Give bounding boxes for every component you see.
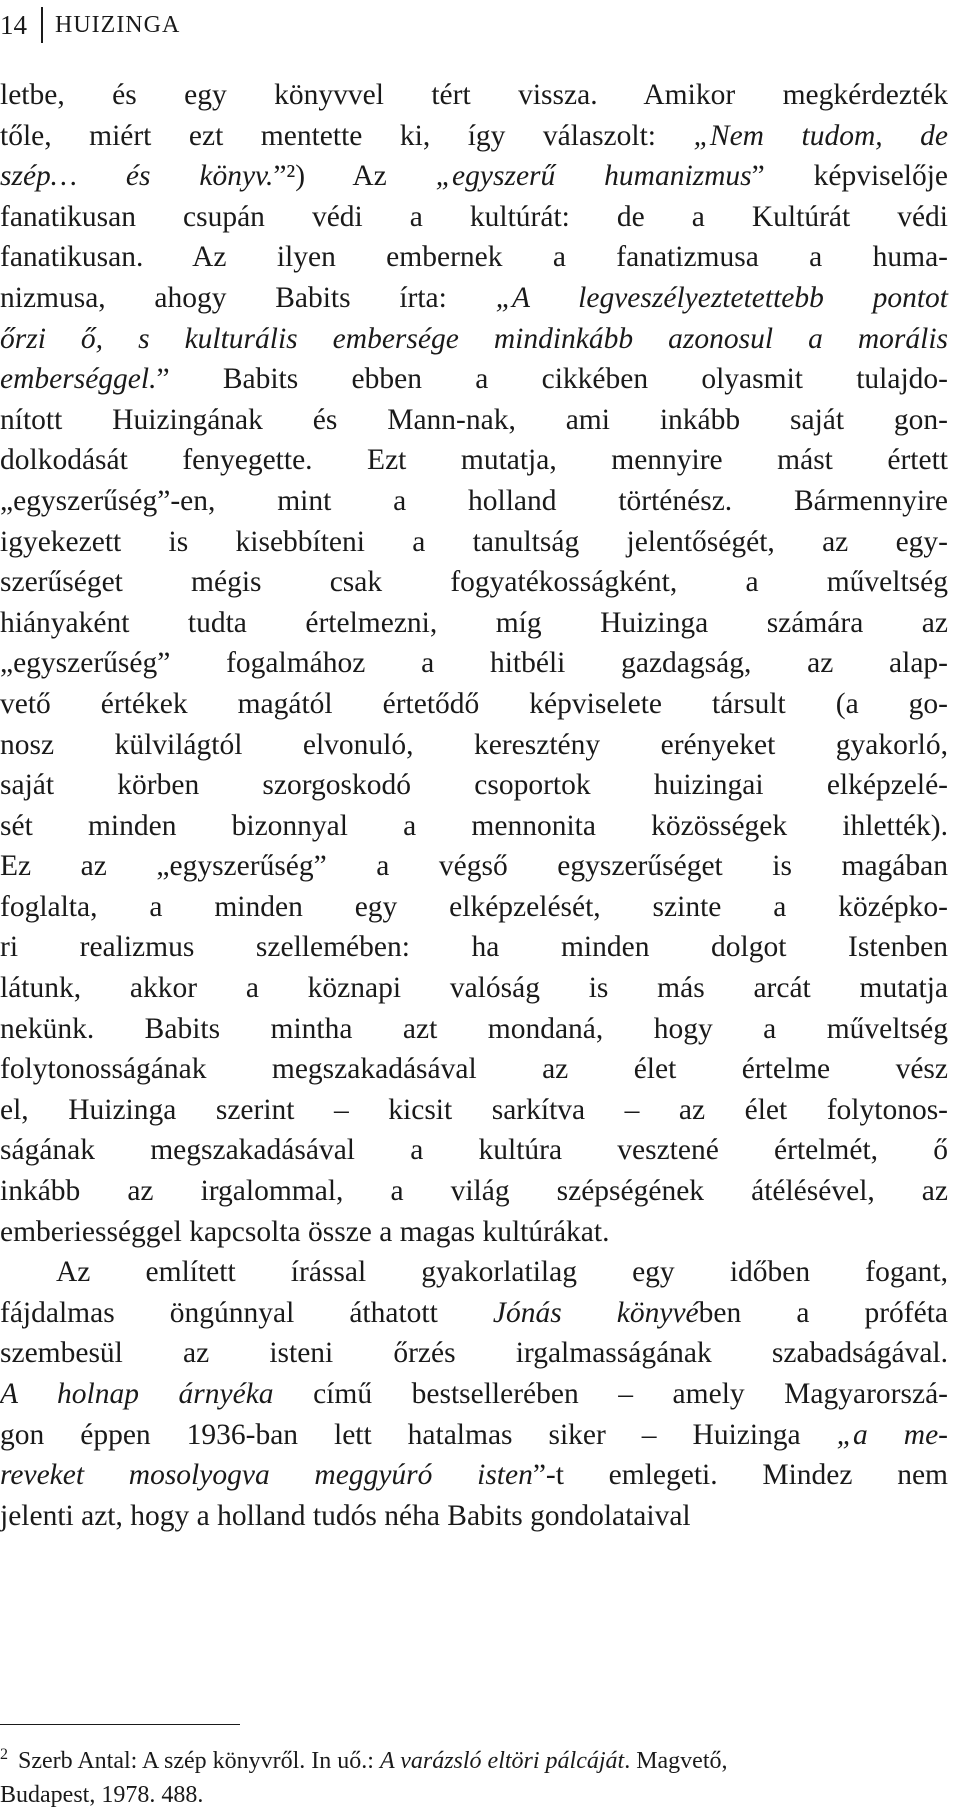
text-line [0,1130,948,1171]
text-line [0,562,948,603]
text-run: fanatikusan. Az ilyen embernek a fanatizmusa a huma- [0,241,948,274]
text-line [0,1009,948,1050]
text-run: „egyszerűség” fogalmához a hitbéli gazdagság, az alap- [0,647,948,680]
text-line [0,1333,948,1374]
text-line [0,1090,948,1131]
text-run: nosz külvilágtól elvonuló, keresztény erényeket gyakorló, [0,728,948,761]
italic-run: reveket mosolyogva meggyúró isten [0,1459,533,1492]
text-line [0,440,948,481]
text-run: fájdalmas öngúnnyal áthatott [0,1296,493,1329]
text-line [0,603,948,644]
text-line [0,1212,948,1253]
running-header [0,0,180,50]
text-run: ”-t emlegeti. Mindez nem [532,1459,948,1492]
text-run: letbe, és egy könyvvel tért vissza. Amikor megkérdezték [0,79,948,111]
text-line [0,75,948,116]
text-line [0,1455,948,1496]
italic-run: „a me- [836,1418,948,1451]
text-line [0,684,948,725]
text-run: saját körben szorgoskodó csoportok huizingai elképzelé- [0,769,948,802]
text-run: szembesül az isteni őrzés irgalmasságának szabadságával. [0,1337,948,1370]
text-run: igyekezett is kisebbíteni a tanultság jelentőségét, az egy- [0,525,948,558]
footnote-line [0,1738,948,1778]
text-line [0,968,948,1009]
text-run: emberiességgel kapcsolta össze a magas kultúrákat. [0,1215,610,1248]
text-line [0,887,948,928]
text-run: gon éppen 1936-ban lett hatalmas siker – Huizinga [0,1418,837,1451]
text-run: nekünk. Babits mintha azt mondaná, hogy a műveltség [0,1012,948,1045]
text-line [0,1171,948,1212]
text-run: nizmusa, ahogy Babits írta: [0,281,496,314]
text-run: folytonosságának megszakadásával az élet értelme vész [0,1053,948,1086]
text-line [0,1049,948,1090]
text-run: ri realizmus szellemében: ha minden dolgot Istenben [0,931,948,964]
text-line [0,319,948,360]
text-run: nított Huizingának és Mann-nak, ami inkább saját gon- [0,403,948,436]
text-line [0,400,948,441]
text-line [0,156,948,197]
text-run: sét minden bizonnyal a mennonita közösségek ihlették). [0,809,948,842]
text-line [0,197,948,238]
text-line [0,116,948,157]
text-run: fanatikusan csupán védi a kultúrát: de a Kultúrát védi [0,200,948,233]
text-line [0,481,948,522]
text-line [0,1252,948,1293]
text-run: Szerb Antal: A szép könyvről. In uő.: [18,1748,380,1774]
italic-run: A holnap árnyéka [0,1378,274,1410]
text-run: látunk, akkor a köznapi valóság is más arcát mutatja [0,972,948,1005]
text-run: dolkodását fenyegette. Ezt mutatja, mennyire mást értett [0,444,948,477]
italic-run: szép… és könyv. [0,160,274,193]
text-run: inkább az irgalommal, a világ szépségének átélésével, az [0,1175,948,1208]
text-line [0,725,948,766]
text-run: jelenti azt, hogy a holland tudós néha Babits gondolataival [0,1499,691,1532]
text-line [0,359,948,400]
text-line [0,1415,948,1456]
text-run: . Magvető, [624,1748,728,1774]
italic-run: őrzi ő, s kulturális embersége mindinkább azonosul a morális [0,322,948,355]
page-number: 14 [0,9,27,40]
footnote-line: Budapest, 1978. 488. [0,1782,204,1808]
italic-run: „egyszerű humanizmus [435,160,752,193]
text-line [0,643,948,684]
header-divider [41,7,43,43]
text-run: ben a próféta [698,1296,949,1329]
text-line [0,927,948,968]
italic-run: „A legveszélyeztetettebb pontot [495,281,948,314]
text-line [0,237,948,278]
footnote-mark: 2 [0,1746,8,1763]
text-run: foglalta, a minden egy elképzelését, szinte a középko- [0,890,948,923]
body-text [0,75,948,1536]
running-title: HUIZINGA [55,11,181,38]
text-run: Az említett írással gyakorlatilag egy időben fogant, [56,1256,948,1289]
text-line [0,1293,948,1334]
text-run: ”²) Az [273,160,436,193]
text-line [0,765,948,806]
italic-run: „Nem tudom, de [693,119,948,152]
italic-run: A varázsló eltöri pálcáját [379,1748,625,1774]
text-run: tőle, miért ezt mentette ki, így válaszolt: [0,119,694,152]
italic-run: Jónás könyvé [492,1296,699,1329]
text-run: Ez az „egyszerűség” a végső egyszerűséget is magában [0,850,948,883]
text-run: el, Huizinga szerint – kicsit sarkítva – az élet folytonos- [0,1093,948,1126]
text-run: ságának megszakadásával a kultúra vesztené értelmét, ő [0,1134,948,1167]
text-run: szerűséget mégis csak fogyatékosságként, a műveltség [0,566,948,599]
text-run: ” képviselője [751,160,948,193]
text-line [0,1496,948,1537]
footnote-rule [0,1724,240,1725]
text-line [0,522,948,563]
text-line [0,278,948,319]
text-run: ” Babits ebben a cikkében olyasmit tulajdo- [156,363,948,396]
text-run: „egyszerűség”-en, mint a holland történész. Bármennyire [0,484,948,517]
text-run: című bestsellerében – amely Magyarorszá- [273,1378,948,1410]
italic-run: emberséggel. [0,363,157,396]
text-line [0,806,948,847]
text-line [0,1374,948,1415]
text-run: vető értékek magától értetődő képviselete társult (a go- [0,687,948,720]
text-run: hiányaként tudta értelmezni, míg Huizinga számára az [0,606,948,639]
footnote [0,1738,948,1812]
text-line [0,846,948,887]
